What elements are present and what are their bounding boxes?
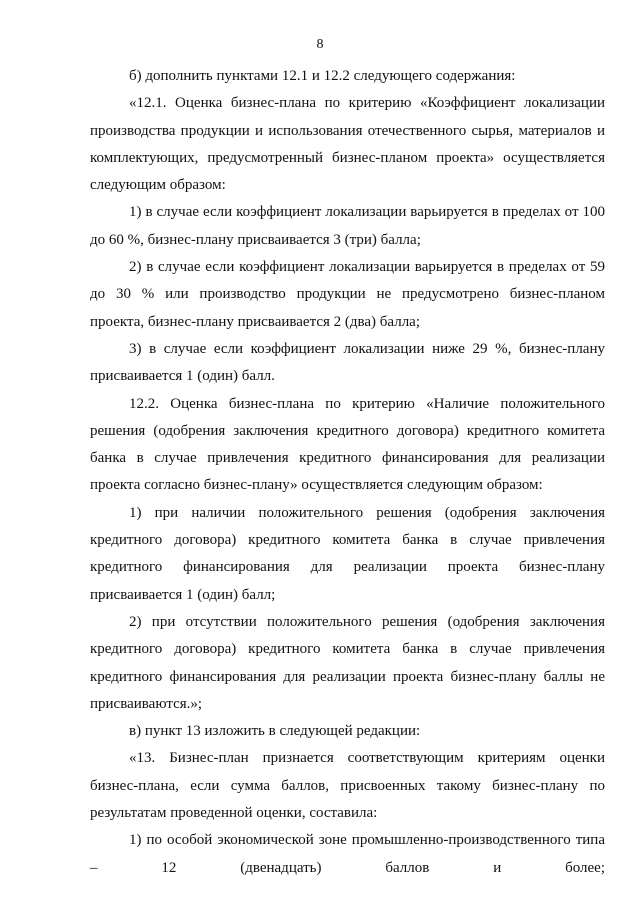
document-body [90, 63, 605, 882]
paragraph-12-1-item-1: 1) в случае если коэффициент локализации варьируется в пределах от 100 до 60 %, бизнес-плану присваивается 3 (три) балла; [90, 204, 605, 248]
paragraph-12-2-item-2: 2) при отсутствии положительного решения (одобрения заключения кредитного договора) кредитного комитета банка в случае привлечения кредитного финансирования для реализации проекта бизнес-плану баллы не присваиваются.»; [90, 613, 605, 712]
paragraph-12-1-item-2: 2) в случае если коэффициент локализации варьируется в пределах от 59 до 30 % или производство продукции не предусмотрено бизнес-планом проекта, бизнес-плану присваивается 2 (два) балла; [90, 259, 605, 330]
paragraph-13: «13. Бизнес-план признается соответствующим критериям оценки бизнес-плана, если сумма баллов, присвоенных такому бизнес-плану по результатам проведенной оценки, составила: [90, 750, 605, 822]
page-number: 8 [316, 37, 324, 52]
paragraph-12-2: 12.2. Оценка бизнес-плана по критерию «Наличие положительного решения (одобрения заключения кредитного договора) кредитного комитета банка в случае привлечения кредитного финансирования для реализации проекта согласно бизнес-плану» осуществляется следующим образом: [90, 395, 605, 494]
paragraph-12-1-item-3: 3) в случае если коэффициент локализации ниже 29 %, бизнес-плану присваивается 1 (один) балл. [90, 340, 605, 385]
paragraph-13-item-1: 1) по особой экономической зоне промышленно-производственного типа – 12 (двенадцать) баллов и более; [90, 832, 605, 876]
paragraph-b: б) дополнить пунктами 12.1 и 12.2 следующего содержания: [129, 68, 516, 84]
paragraph-12-1: «12.1. Оценка бизнес-плана по критерию «Коэффициент локализации производства продукции и использования отечественного сырья, материалов и комплектующих, предусмотренный бизнес-планом проекта» осуществляется следующим образом: [90, 95, 605, 194]
paragraph-12-2-item-1: 1) при наличии положительного решения (одобрения заключения кредитного договора) кредитного комитета банка в случае привлечения кредитного финансирования для реализации проекта бизнес-плану присваивается 1 (один) балл; [90, 504, 605, 603]
paragraph-v: в) пункт 13 изложить в следующей редакции: [129, 723, 421, 740]
